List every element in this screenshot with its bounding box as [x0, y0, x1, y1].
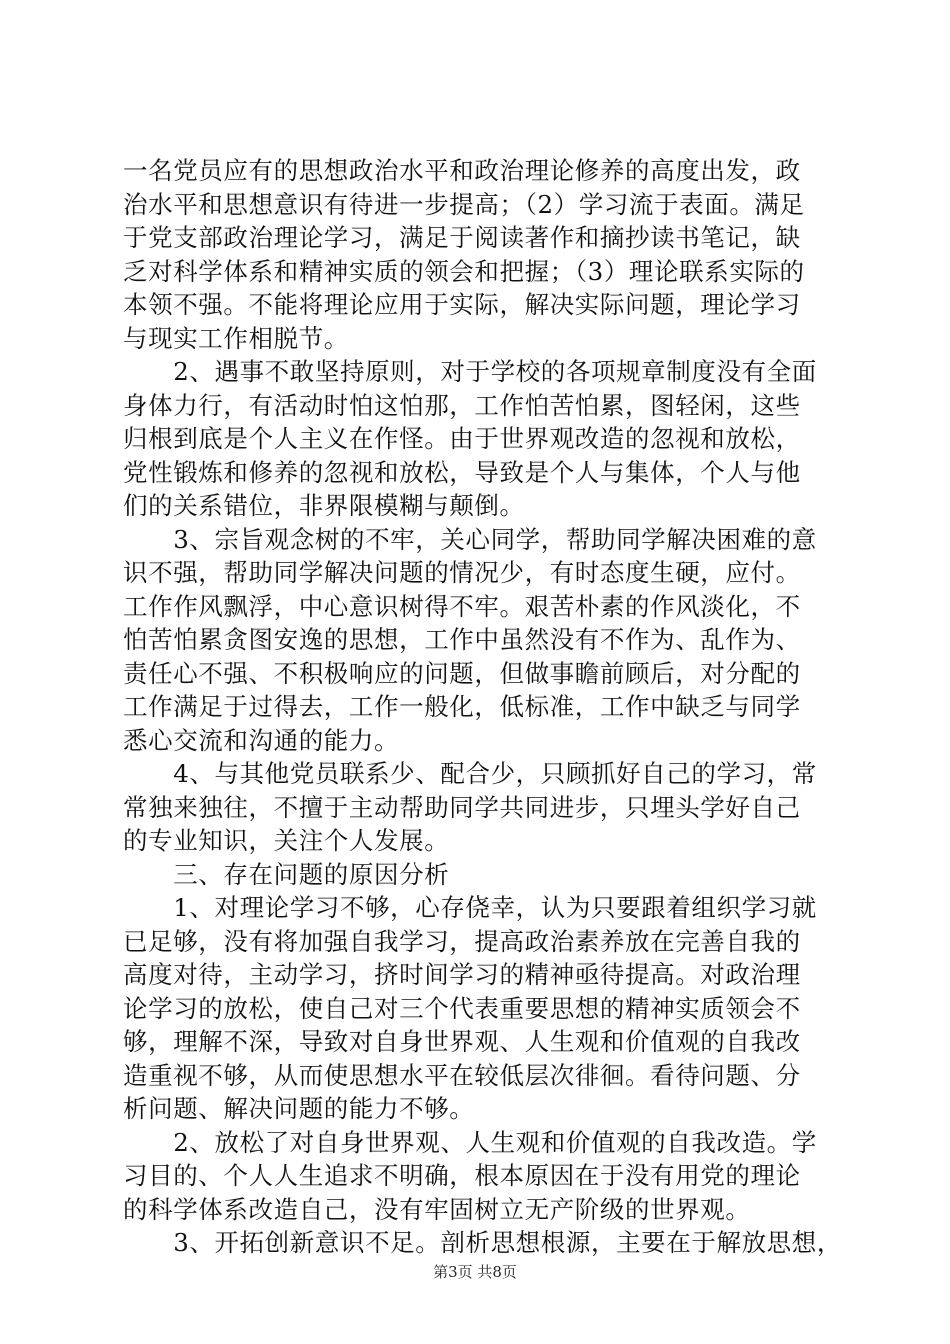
text-line: 析问题、解决问题的能力不够。: [123, 1094, 475, 1123]
text-line: 1、对理论学习不够，心存侥幸，认为只要跟着组织学习就: [123, 893, 817, 922]
text-line: 已足够，没有将加强自我学习，提高政治素养放在完善自我的: [123, 926, 801, 956]
text-line: 们的关系错位，非界限模糊与颠倒。: [123, 491, 525, 520]
text-line: 身体力行，有活动时怕这怕那，工作怕苦怕累，图轻闲，这些: [123, 390, 801, 420]
text-line: 与现实工作相脱节。: [123, 323, 349, 353]
text-line: 的科学体系改造自己，没有牢固树立无产阶级的世界观。: [123, 1194, 751, 1224]
section-heading: 三、存在问题的原因分析: [123, 859, 450, 889]
text-line: 3、宗旨观念树的不牢，关心同学，帮助同学解决困难的意: [123, 524, 817, 554]
text-line: 够，理解不深，导致对自身世界观、人生观和价值观的自我改: [123, 1027, 801, 1056]
text-line: 论学习的放松，使自己对三个代表重要思想的精神实质领会不: [123, 993, 801, 1023]
text-line: 识不强，帮助同学解决问题的情况少，有时态度生硬，应付。: [123, 558, 801, 587]
text-line: 于党支部政治理论学习，满足于阅读著作和摘抄读书笔记，缺: [123, 223, 801, 252]
text-line: 习目的、个人人生追求不明确，根本原因在于没有用党的理论: [123, 1161, 801, 1190]
text-line: 工作作风飘浮，中心意识树得不牢。艰苦朴素的作风淡化，不: [123, 591, 801, 621]
text-line: 本领不强。不能将理论应用于实际，解决实际问题，理论学习: [123, 290, 801, 319]
text-line: 责任心不强、不积极响应的问题，但做事瞻前顾后，对分配的: [123, 658, 801, 688]
text-line: 2、遇事不敢坚持原则，对于学校的各项规章制度没有全面: [123, 357, 817, 386]
text-line: 工作满足于过得去，工作一般化，低标准，工作中缺乏与同学: [123, 692, 801, 721]
text-line: 常独来独往，不擅于主动帮助同学共同进步，只埋头学好自己: [123, 792, 801, 822]
text-line: 怕苦怕累贪图安逸的思想，工作中虽然没有不作为、乱作为、: [123, 625, 801, 654]
text-line: 悉心交流和沟通的能力。: [123, 725, 400, 755]
text-line: 高度对待，主动学习，挤时间学习的精神亟待提高。对政治理: [123, 960, 801, 989]
page-number-footer: 第3页 共8页: [433, 1263, 517, 1281]
text-line: 一名党员应有的思想政治水平和政治理论修养的高度出发，政: [123, 156, 801, 185]
text-line: 2、放松了对自身世界观、人生观和价值观的自我改造。学: [123, 1127, 817, 1157]
text-line: 归根到底是个人主义在作怪。由于世界观改造的忽视和放松，: [123, 424, 801, 453]
text-line: 4、与其他党员联系少、配合少，只顾抓好自己的学习，常: [123, 759, 817, 788]
text-line: 乏对科学体系和精神实质的领会和把握；（3）理论联系实际的: [123, 256, 805, 286]
text-line: 的专业知识，关注个人发展。: [123, 826, 450, 855]
text-line: 党性锻炼和修养的忽视和放松，导致是个人与集体，个人与他: [123, 457, 801, 487]
text-line: 治水平和思想意识有待进一步提高；（2）学习流于表面。满足: [123, 189, 805, 219]
text-line: 3、开拓创新意识不足。剖析思想根源，主要在于解放思想，: [123, 1228, 842, 1257]
document-body: [123, 154, 843, 1260]
text-line: 造重视不够，从而使思想水平在较低层次徘徊。看待问题、分: [123, 1060, 801, 1090]
